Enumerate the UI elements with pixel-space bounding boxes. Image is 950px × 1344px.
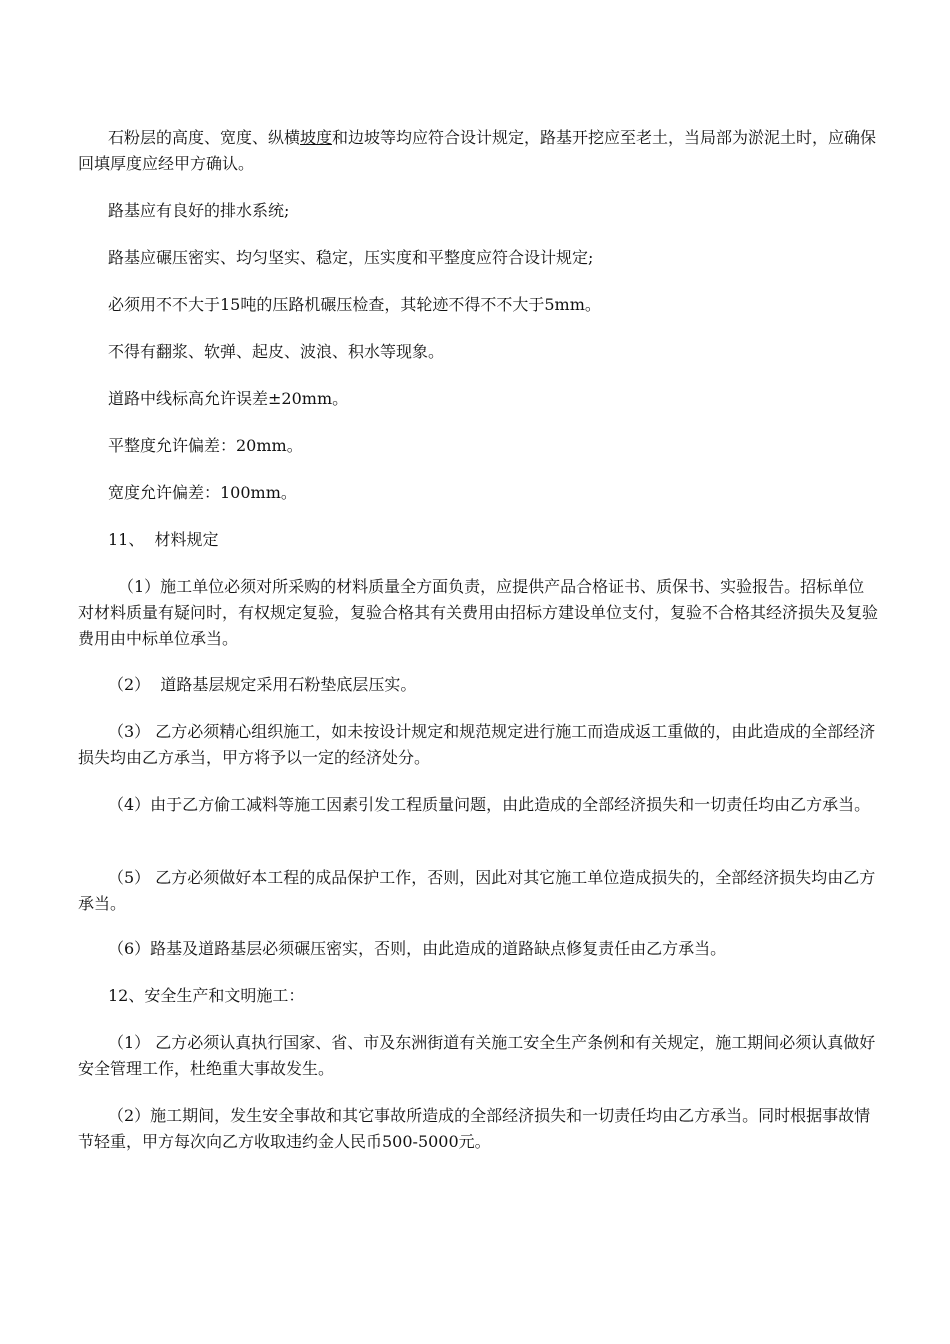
paragraph-base-layer: （2） 道路基层规定采用石粉垫底层压实。 <box>108 675 417 694</box>
paragraph-safety-regulations: （1） 乙方必须认真执行国家、省、市及东洲街道有关施工安全生产条例和有关规定，施工期间必须认真做好安全管理工作，杜绝重大事故发生。 <box>78 1033 876 1078</box>
paragraph-width-tolerance: 宽度允许偏差：100mm。 <box>108 483 297 502</box>
underlined-text: 坡度 <box>300 128 333 147</box>
paragraph-material-quality: （1）施工单位必须对所采购的材料质量全方面负责，应提供产品合格证书、质保书、实验报告。招标单位对材料质量有疑问时，有权规定复验，复验合格其有关费用由招标方建设单位支付，复验不合格其经济损失及复验费用由中标单位承当。 <box>78 577 879 648</box>
paragraph-subgrade-requirements <box>78 125 878 177</box>
paragraph-centerline-tolerance: 道路中线标高允许误差±20mm。 <box>108 389 349 408</box>
paragraph-drainage: 路基应有良好的排水系统; <box>108 201 290 220</box>
paragraph-roller-check: 必须用不不大于15吨的压路机碾压检查，其轮迹不得不不大于5mm。 <box>108 295 601 314</box>
paragraph-base-compaction: （6）路基及道路基层必须碾压密实，否则，由此造成的道路缺点修复责任由乙方承当。 <box>108 939 727 958</box>
paragraph-rework: （3） 乙方必须精心组织施工，如未按设计规定和规范规定进行施工而造成返工重做的，由此造成的全部经济损失均由乙方承当，甲方将予以一定的经济处分。 <box>78 722 876 767</box>
paragraph-compaction: 路基应碾压密实、均匀坚实、稳定，压实度和平整度应符合设计规定; <box>108 248 594 267</box>
paragraph-cutting-corners: （4）由于乙方偷工减料等施工因素引发工程质量问题，由此造成的全部经济损失和一切责任均由乙方承当。 <box>108 795 871 814</box>
paragraph-product-protection: （5） 乙方必须做好本工程的成品保护工作，否则，因此对其它施工单位造成损失的，全部经济损失均由乙方承当。 <box>78 868 876 913</box>
paragraph-accident-liability: （2）施工期间，发生安全事故和其它事故所造成的全部经济损失和一切责任均由乙方承当。同时根据事故情节轻重，甲方每次向乙方收取违约金人民币500-5000元。 <box>78 1106 871 1151</box>
section-heading-safety: 12、安全生产和文明施工： <box>108 986 305 1005</box>
text-segment: 和边坡等均应符合设计规定，路基开挖应至老土，当局部为淤泥土时，应确保回填厚度应经甲方确认。 <box>78 128 877 173</box>
paragraph-defects: 不得有翻浆、软弹、起皮、波浪、积水等现象。 <box>108 342 445 361</box>
text-segment: 石粉层的高度、宽度、纵横 <box>108 128 301 147</box>
section-heading-materials: 11、 材料规定 <box>108 530 219 549</box>
paragraph-flatness-tolerance: 平整度允许偏差：20mm。 <box>108 436 303 455</box>
